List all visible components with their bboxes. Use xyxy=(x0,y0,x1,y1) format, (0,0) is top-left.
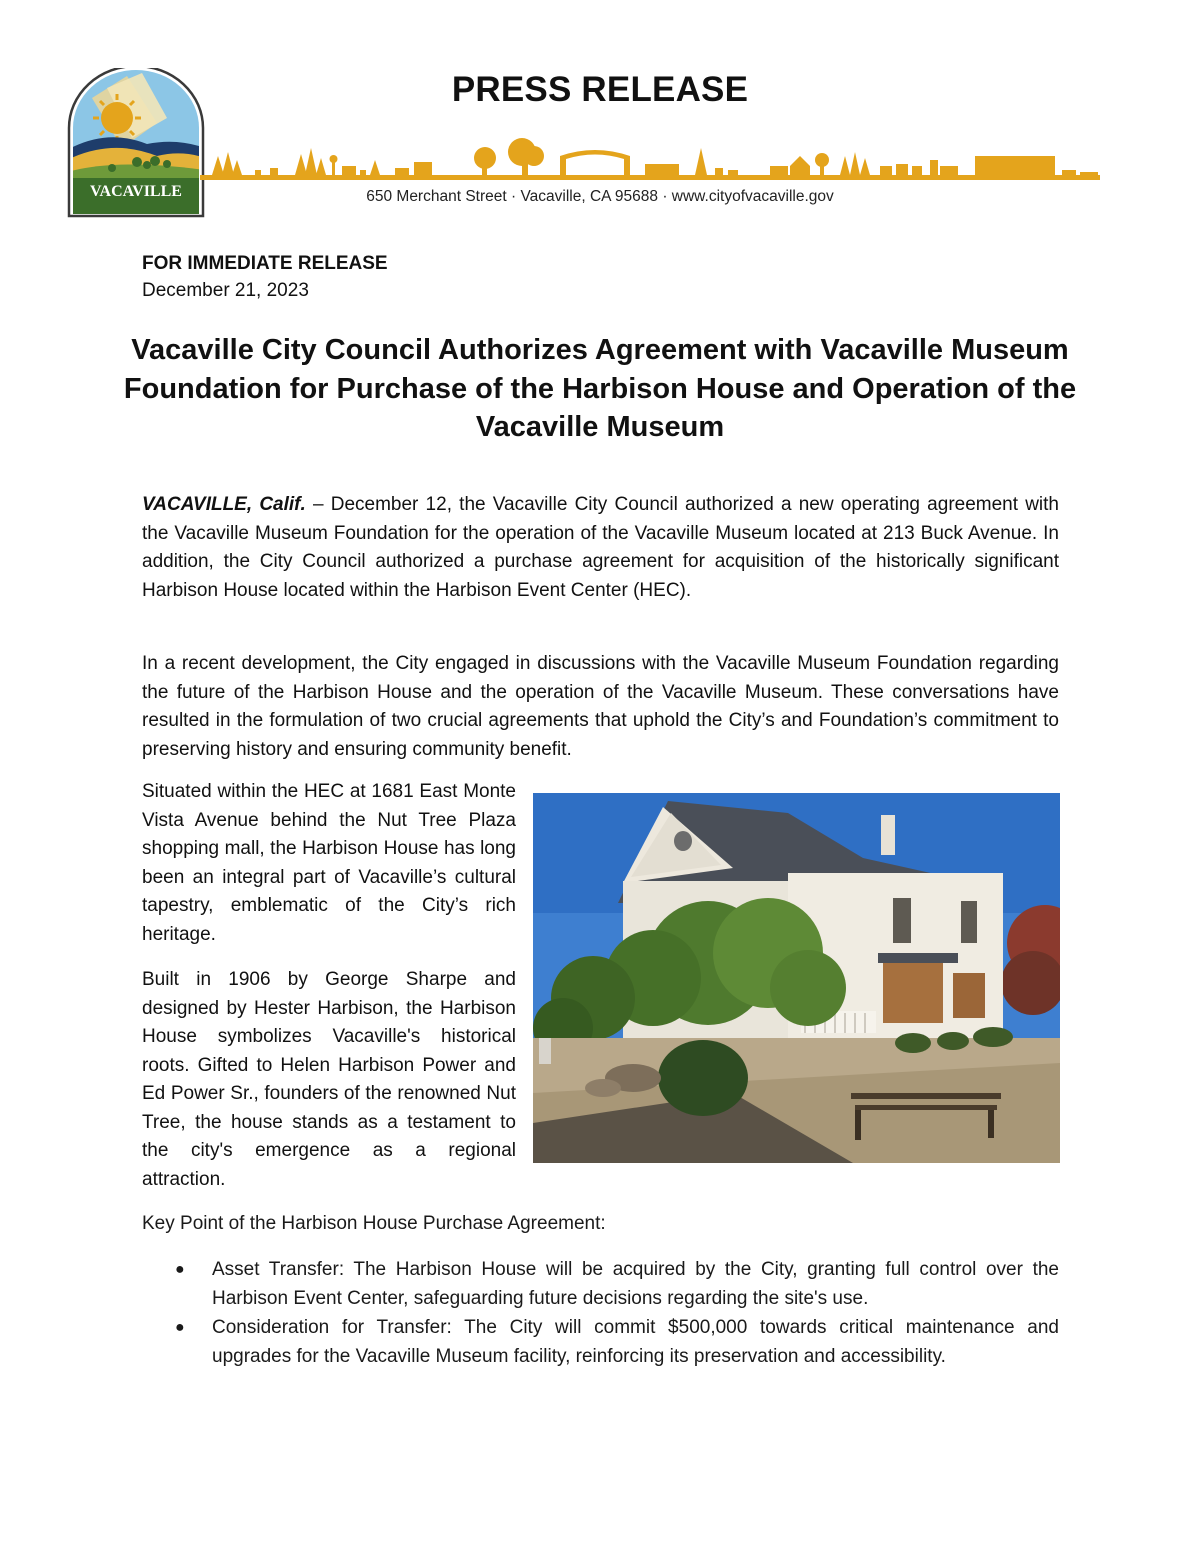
page-title: PRESS RELEASE xyxy=(451,70,749,109)
skyline-banner xyxy=(200,126,1100,182)
bullet-icon: ● xyxy=(175,1261,185,1278)
paragraph-1 xyxy=(142,491,1059,605)
headline: Vacaville City Council Authorizes Agreement with Vacaville Museum Foundation for Purchase of the Harbison House and Operation of the Vacaville Museum xyxy=(123,334,1077,443)
paragraph-2: In a recent development, the City engaged in discussions with the Vacaville Museum Foundation regarding the future of the Harbison House and the operation of the Vacaville Museum. These conversations have resulted in the formulation of two crucial agreements that uphold the City’s and Foundation’s commitment to preserving history and ensuring community benefit. xyxy=(142,653,1059,760)
list-item xyxy=(142,1256,1059,1313)
dateline: VACAVILLE, Calif. xyxy=(142,494,306,515)
release-date: December 21, 2023 xyxy=(142,280,309,301)
list-item-text: Asset Transfer: The Harbison House will be acquired by the City, granting full control over the Harbison Event Center, safeguarding future decisions regarding the site's use. xyxy=(212,1259,1059,1309)
list-item xyxy=(142,1314,1059,1371)
address-line: 650 Merchant Street · Vacaville, CA 95688 · www.cityofvacaville.gov xyxy=(366,188,834,205)
harbison-house-photo xyxy=(533,793,1060,1163)
logo-text: VACAVILLE xyxy=(90,183,182,200)
key-points-title: Key Point of the Harbison House Purchase Agreement: xyxy=(142,1213,606,1234)
vacaville-logo xyxy=(67,68,205,218)
bullet-icon: ● xyxy=(175,1319,185,1336)
release-label: FOR IMMEDIATE RELEASE xyxy=(142,253,388,274)
paragraph-4: Built in 1906 by George Sharpe and designed by Hester Harbison, the Harbison House symbolizes Vacaville's historical roots. Gifted to Helen Harbison Power and Ed Power Sr., founders of the renowned Nut Tree, the house stands as a testament to the city's emergence as a regional attraction. xyxy=(142,969,516,1190)
paragraph-3: Situated within the HEC at 1681 East Monte Vista Avenue behind the Nut Tree Plaza shopping mall, the Harbison House has long been an integral part of Vacaville’s cultural tapestry, emblematic of the City’s rich heritage. xyxy=(142,781,516,945)
paragraph-1-text: – December 12, the Vacaville City Council authorized a new operating agreement with the Vacaville Museum Foundation for the operation of the Vacaville Museum located at 213 Buck Avenue. In addition, the City Council authorized a purchase agreement for acquisition of the historically significant Harbison House located within the Harbison Event Center (HEC). xyxy=(142,494,1059,601)
key-points-list xyxy=(142,1256,1059,1372)
list-item-text: Consideration for Transfer: The City will commit $500,000 towards critical maintenance and upgrades for the Vacaville Museum facility, reinforcing its preservation and accessibility. xyxy=(212,1317,1059,1367)
